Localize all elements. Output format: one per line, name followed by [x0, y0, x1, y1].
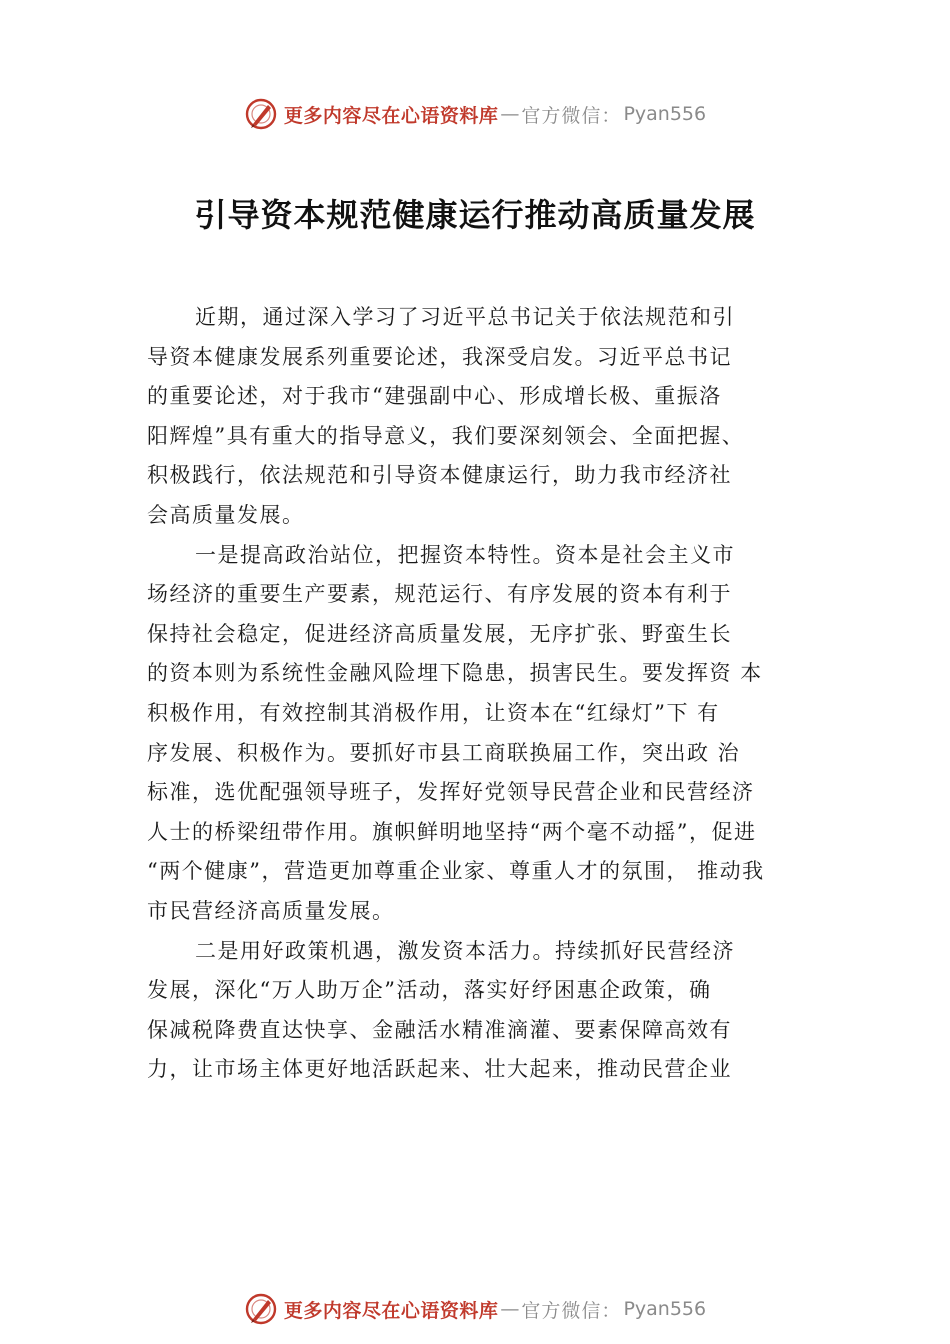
banner-wechat-id: Pyan556 — [623, 103, 707, 125]
text-line: 近期，通过深入学习了习近平总书记关于依法规范和引 — [195, 305, 735, 329]
header-watermark-banner — [0, 94, 950, 134]
text-line: 二是用好政策机遇，激发资本活力。持续抓好民营经济 — [195, 938, 735, 963]
text-line: 场经济的重要生产要素，规范运行、有序发展的资本有利于 — [147, 582, 732, 607]
banner-separator: — — [500, 1298, 520, 1320]
text-line: 会高质量发展。 — [147, 502, 305, 527]
text-line: 保持社会稳定，促进经济高质量发展，无序扩张、野蛮生长 — [147, 621, 732, 646]
paragraph-point-one — [147, 536, 837, 932]
banner-wechat-id: Pyan556 — [623, 1298, 707, 1320]
text-line: 人士的桥梁纽带作用。旗帜鲜明地坚持“两个毫不动摇”，促进 — [147, 819, 757, 844]
text-line: 阳辉煌”具有重大的指导意义，我们要深刻领会、全面把握、 — [147, 423, 745, 448]
text-line: 力，让市场主体更好地活跃起来、壮大起来，推动民营企业 — [147, 1057, 732, 1082]
paragraph-intro — [147, 298, 837, 536]
text-line: “两个健康”，营造更加尊重企业家、尊重人才的氛围， 推动我 — [147, 859, 765, 884]
text-line: 一是提高政治站位，把握资本特性。资本是社会主义市 — [195, 542, 735, 567]
pen-logo-icon — [244, 97, 278, 131]
text-line: 积极践行，依法规范和引导资本健康运行，助力我市经济社 — [147, 463, 732, 488]
text-line: 的重要论述，对于我市“建强副中心、形成增长极、重振洛 — [147, 384, 722, 409]
pen-logo-icon — [244, 1292, 278, 1326]
text-line: 积极作用，有效控制其消极作用，让资本在“红绿灯”下 有 — [147, 700, 720, 725]
text-line: 导资本健康发展系列重要论述，我深受启发。习近平总书记 — [147, 344, 732, 369]
document-body — [147, 298, 837, 1090]
text-line: 市民营经济高质量发展。 — [147, 898, 395, 923]
text-line: 序发展、积极作为。要抓好市县工商联换届工作，突出政 治 — [147, 740, 741, 765]
text-line: 保减税降费直达快享、金融活水精准滴灌、要素保障高效有 — [147, 1017, 732, 1042]
text-line: 发展，深化“万人助万企”活动，落实好纾困惠企政策，确 — [147, 978, 712, 1003]
banner-library-name: 更多内容尽在心语资料库 — [283, 1299, 499, 1322]
banner-separator: — — [500, 103, 520, 125]
banner-wechat-label: 官方微信： — [521, 1299, 622, 1322]
banner-wechat-label: 官方微信： — [521, 104, 622, 127]
paragraph-point-two — [147, 932, 837, 1090]
banner-library-name: 更多内容尽在心语资料库 — [283, 104, 499, 127]
footer-watermark-banner — [0, 1289, 950, 1329]
text-line: 的资本则为系统性金融风险埋下隐患，损害民生。要发挥资 本 — [147, 661, 763, 686]
text-line: 标准，选优配强领导班子，发挥好党领导民营企业和民营经济 — [147, 780, 755, 805]
document-title: 引导资本规范健康运行推动高质量发展 — [194, 196, 756, 234]
